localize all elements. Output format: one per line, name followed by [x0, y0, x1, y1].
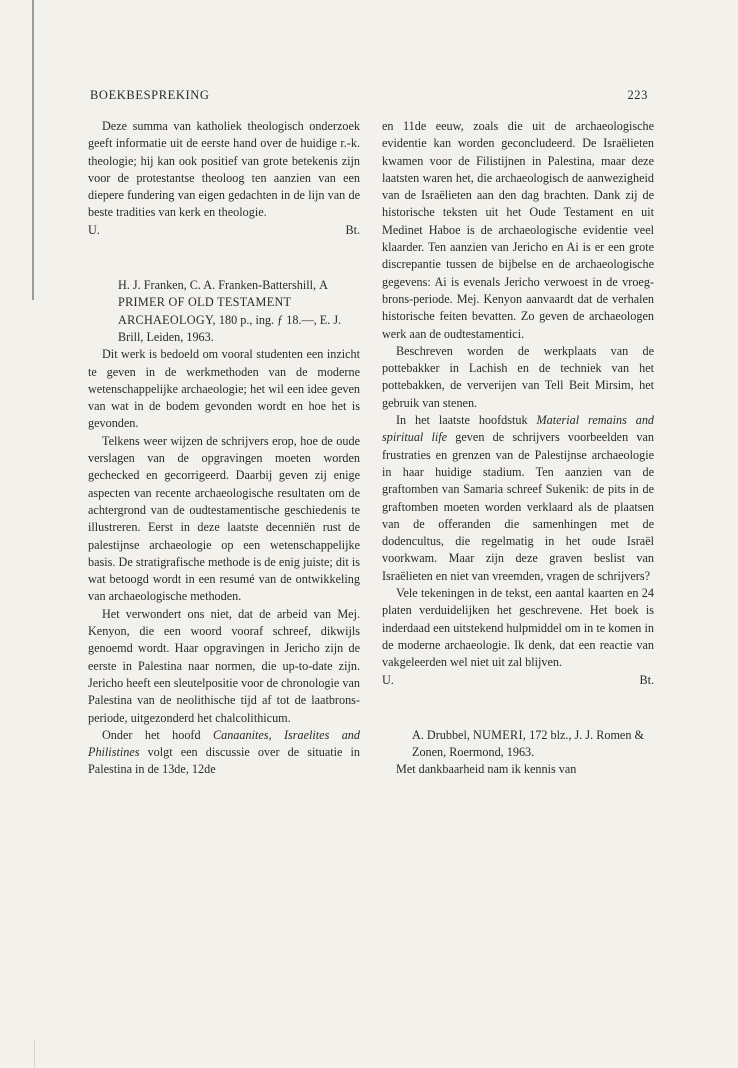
right-paragraph-3: In het laatste hoofdstuk Material remains and spiritual life geven de schrijvers voorbeelden van frustraties en grenzen van de Palestijnse archaeologie in haar huidige stadium. Ten aanzien van de graftomben van Samaria schreef Sukenik: de pits in de graftomben moeten worden verklaard als de plaatsen van de offeranden die samenhingen met de dodencultus, die regelmatig in het oude Israël voorkwam. Maar zijn deze graven beslist van Israëlieten en niet van vreemden, vragen de schrijvers?	[382, 413, 655, 583]
chapter-title-canaanites: Canaanites, Israelites and Philistines	[88, 727, 360, 760]
right-column	[382, 118, 654, 779]
chapter-title-material-remains: Material remains and spiritual life	[382, 413, 655, 445]
book-2-details: 172 blz., J. J. Romen & Zonen, Roermond, 1963.	[412, 727, 644, 760]
book-1-authors: H. J. Franken, C. A. Franken-Battershill,	[118, 278, 317, 293]
signature-2	[382, 672, 654, 689]
left-paragraph-4: Onder het hoofd Canaanites, Israelites and Philistines volgt een discussie over de situatie in Palestina in de 13de, 12de	[88, 727, 360, 777]
left-paragraph-2: Telkens weer wijzen de schrijvers erop, hoe de oude verslagen van de opgravingen moeten worden gechecked en gecorrigeerd. Daarbij geven zij enige aspecten van recente archaeologische resultaten om de achtergrond van de oudtestamentische geschiedenis te illustreren. Eerst in deze laatste decenniën rust de palestijnse archaeologie op een wetenschappelijke basis. De stratigrafische methode is de enig juiste; dit is wat betoogd wordt in een resumé van de ontwikkeling van archaeologische methoden.	[88, 433, 360, 604]
signature-1	[88, 222, 360, 239]
signature-1-reviewer: Bt.	[345, 222, 360, 237]
intro-paragraph: Deze summa van katholiek theologisch onderzoek geeft informatie uit de eerste hand over de huidige r.-k. theologie; hij kan ook positief van grote betekenis zijn voor de protestantse theoloog ten aanzien van een diepere fundering van eigen gedachten in de lijn van de beste tradities van kerk en theologie.	[88, 119, 360, 220]
book-2-authors: A. Drubbel,	[412, 727, 470, 742]
signature-1-initial: U.	[88, 222, 100, 237]
left-paragraph-3: Het verwondert ons niet, dat de arbeid van Mej. Kenyon, die een woord vooraf schreef, dikwijls genoemd wordt. Haar opgravingen in Jericho zijn de eerste in Palestina naar normen, die up-to-date zijn. Jericho heeft een sleutelpositie voor de chronologie van Palestina van de neolithische tijd af tot de laatbrons-periode, uitgezonderd het chalcolithicum.	[88, 606, 360, 725]
right-paragraph-4: Vele tekeningen in de tekst, een aantal kaarten en 24 platen verduidelijken het geschrevene. Het boek is inderdaad een uitstekend hulpmiddel om in te komen in de moderne archaeologie. Ik denk, dat een reactie van vakgeleerden wel niet uit zal blijven.	[382, 586, 654, 670]
right-paragraph-2: Beschreven worden de werkplaats van de pottebakker in Lachish en de techniek van het pottebakken, de ververijen van Tell Beit Mirsim, het gebruik van stenen.	[382, 343, 654, 410]
book-2-title: NUMERI,	[472, 727, 527, 742]
signature-2-initial: U.	[382, 672, 394, 687]
page-edge-line	[32, 0, 34, 300]
signature-2-reviewer: Bt.	[639, 672, 654, 687]
left-paragraph-1: Dit werk is bedoeld om vooral studenten een inzicht te geven in de werkmethoden van de moderne wetenschappelijke archaeologie; het wil een idee geven van wat in de bodem gevonden wordt en hoe het is gevonden.	[88, 347, 360, 431]
page-edge-line-bottom	[34, 1040, 35, 1068]
book-reference-2	[382, 727, 654, 762]
section-title: BOEKBESPREKING	[90, 88, 210, 102]
page-number: 223	[627, 88, 648, 102]
book-reference-1	[88, 277, 360, 346]
book-1-details: 180 p., ing. ƒ 18.—, E. J. Brill, Leiden, 1963.	[118, 312, 342, 344]
running-head	[90, 88, 648, 104]
right-paragraph-1: en 11de eeuw, zoals die uit de archaeologische evidentie kan worden geconcludeerd. De Israëlieten kwamen voor de Filistijnen in Palestina, maar deze laatsten waren het, die archaeologisch de aanwezigheid van de Israëlieten aan den dag brachten. Dank zij de historische teksten uit het Oude Testament en uit Medinet Haboe is de archaeologische evidentie veel klaarder. Ten aanzien van Jericho en Ai is er een grote discrepantie tussen de bijbelse en de archaeologische gegevens: Ai is evenals Jericho verwoest in de vroeg-brons-periode. Mej. Kenyon aanvaardt dat de verhalen historische feiten bevatten. Zo geven de archaeologen werk aan de oudtestamentici.	[382, 119, 654, 341]
right-paragraph-5: Met dankbaarheid nam ik kennis van	[396, 762, 577, 777]
book-1-title: A PRIMER OF OLD TESTAMENT ARCHAEOLOGY,	[118, 278, 328, 327]
left-column	[88, 118, 360, 779]
